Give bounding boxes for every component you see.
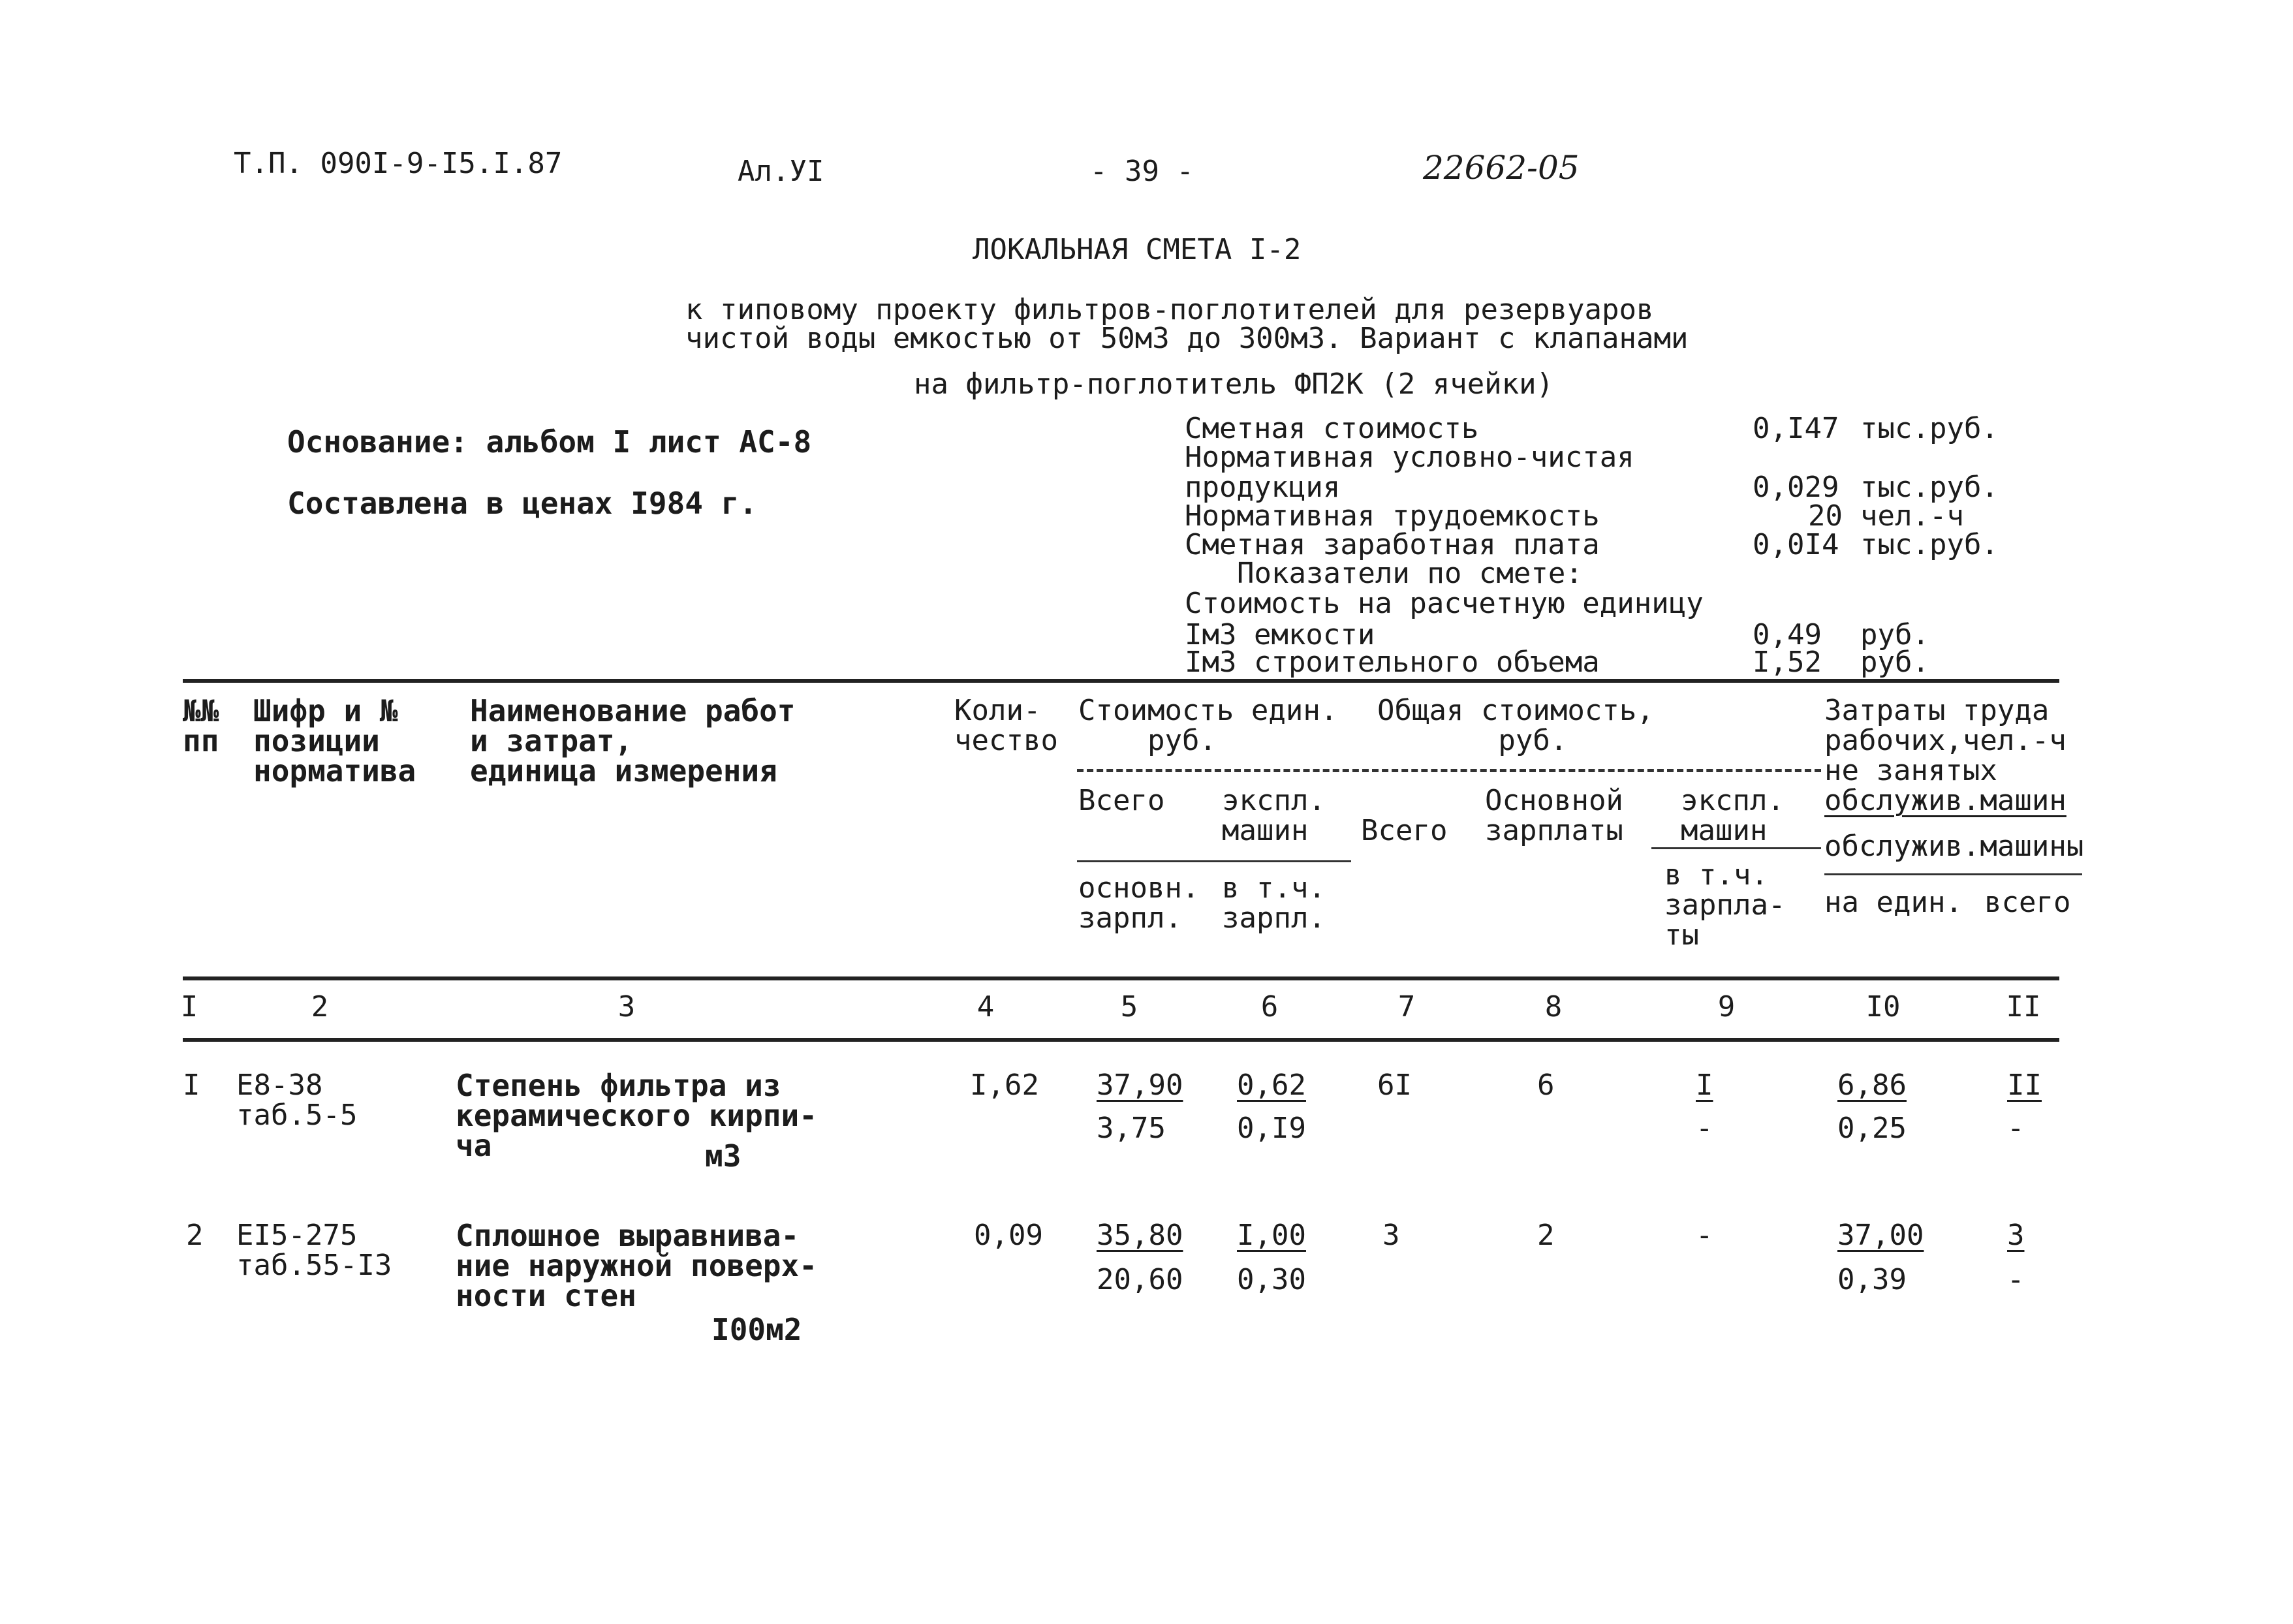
row2-qty: 0,09 xyxy=(974,1219,1043,1252)
summary-unit-cost-label: Стоимость на расчетную единицу xyxy=(1185,587,1704,620)
column-number: II xyxy=(2006,990,2041,1023)
column-number: 8 xyxy=(1544,990,1563,1023)
header-col-4: Коли- чество xyxy=(954,694,1058,757)
row2-uc-total: 35,80 xyxy=(1097,1219,1183,1252)
header-labor-sub2: обслужив.машины xyxy=(1824,830,2084,863)
row2-labor-unit-2: 0,39 xyxy=(1837,1263,1907,1296)
row2-unit: I00м2 xyxy=(711,1312,802,1347)
inventory-number: 22662-05 xyxy=(1423,149,1580,187)
summary-capacity-value: 0,49 xyxy=(1753,618,1822,651)
header-labor-all: всего xyxy=(1984,886,2071,919)
summary-capacity-unit: руб. xyxy=(1860,618,1929,651)
row2-no: 2 xyxy=(186,1219,204,1252)
row1-tc-wage: 6 xyxy=(1537,1069,1555,1102)
header-uc-wage: основн. зарпл. xyxy=(1078,871,1200,935)
title-line-2: чистой воды емкостью от 50м3 до 300м3. Вариант с клапанами xyxy=(685,322,1689,355)
header-tc-mach-rule xyxy=(1651,847,1821,849)
header-dashed-rule xyxy=(1077,769,1821,772)
row2-labor-total-2: - xyxy=(2007,1263,2025,1296)
row1-tc-total: 6I xyxy=(1377,1069,1412,1102)
header-tc-total: Всего xyxy=(1361,814,1448,847)
row2-tc-mach: - xyxy=(1696,1219,1713,1252)
summary-capacity-label: Iм3 емкости xyxy=(1185,618,1375,651)
summary-norm-unit: тыс.руб. xyxy=(1860,471,1999,504)
summary-cost-unit: тыс.руб. xyxy=(1860,412,1999,445)
summary-labor-label: Нормативная трудоемкость xyxy=(1185,499,1600,533)
album-label: Ал.УI xyxy=(738,155,824,188)
row1-uc-mach-wage: 0,I9 xyxy=(1237,1112,1306,1145)
header-col-3: Наименование работ и затрат, единица измерения xyxy=(470,693,796,789)
header-uc-incl: в т.ч. зарпл. xyxy=(1222,871,1326,935)
page-number: - 39 - xyxy=(1090,155,1194,188)
row1-tc-mach-wage: - xyxy=(1696,1112,1713,1145)
header-uc-total: Всего xyxy=(1078,784,1165,817)
summary-norm-value: 0,029 xyxy=(1753,471,1839,504)
header-unit-cost: Стоимость един. руб. xyxy=(1078,694,1338,757)
row2-uc-mach: I,00 xyxy=(1237,1219,1306,1252)
header-tc-mach: экспл. машин xyxy=(1681,784,1785,847)
summary-wage-label: Сметная заработная плата xyxy=(1185,528,1600,561)
row2-tc-wage: 2 xyxy=(1537,1219,1555,1252)
header-uc-rule xyxy=(1077,860,1351,862)
summary-volume-value: I,52 xyxy=(1753,646,1822,679)
header-labor-sub: обслужив.машин xyxy=(1824,784,2067,817)
row1-uc-wage: 3,75 xyxy=(1097,1112,1166,1145)
row1-labor-unit: 6,86 xyxy=(1837,1069,1907,1102)
colnum-top-rule xyxy=(183,976,2059,980)
row2-name: Сплошное выравнива- ние наружной поверх- ности стен xyxy=(456,1218,817,1313)
header-labor: Затраты труда рабочих,чел.-ч не занятых xyxy=(1824,694,2067,787)
column-number: I xyxy=(180,990,198,1023)
row1-labor-unit-2: 0,25 xyxy=(1837,1112,1907,1145)
summary-norm-label-1: Нормативная условно-чистая xyxy=(1185,441,1634,474)
header-col-1: №№ пп xyxy=(183,693,219,758)
basis-text: Основание: альбом I лист АС-8 xyxy=(287,424,812,460)
column-number: 2 xyxy=(311,990,329,1023)
column-number: 3 xyxy=(617,990,636,1023)
estimate-title: ЛОКАЛЬНАЯ СМЕТА I-2 xyxy=(973,233,1302,266)
summary-volume-unit: руб. xyxy=(1860,646,1929,679)
header-tc-wage: Основной зарплаты xyxy=(1485,784,1623,847)
row1-no: I xyxy=(183,1069,200,1102)
header-total-cost: Общая стоимость, руб. xyxy=(1377,694,1654,757)
row1-tc-mach: I xyxy=(1696,1069,1713,1102)
header-labor-per: на един. xyxy=(1824,886,1963,919)
summary-indicators-label: Показатели по смете: xyxy=(1237,557,1583,590)
summary-cost-value: 0,I47 xyxy=(1753,412,1839,445)
summary-wage-unit: тыс.руб. xyxy=(1860,528,1999,561)
summary-labor-value: 20 xyxy=(1808,499,1843,533)
prices-text: Составлена в ценах I984 г. xyxy=(287,486,758,521)
row2-labor-total: 3 xyxy=(2007,1219,2025,1252)
header-labor-rule xyxy=(1824,873,2082,875)
row1-labor-total: II xyxy=(2007,1069,2042,1102)
colnum-bottom-rule xyxy=(183,1038,2059,1042)
row2-code: ЕI5-275 таб.55-I3 xyxy=(236,1219,392,1282)
row1-unit: м3 xyxy=(705,1138,741,1174)
doc-code: Т.П. 090I-9-I5.I.87 xyxy=(234,147,563,180)
row2-uc-mach-wage: 0,30 xyxy=(1237,1263,1306,1296)
column-number: 9 xyxy=(1717,990,1736,1023)
row2-labor-unit: 37,00 xyxy=(1837,1219,1924,1252)
column-number: 5 xyxy=(1120,990,1138,1023)
row1-labor-total-2: - xyxy=(2007,1112,2025,1145)
row2-uc-wage: 20,60 xyxy=(1097,1263,1183,1296)
header-col-2: Шифр и № позиции норматива xyxy=(253,693,416,789)
header-tc-incl: в т.ч. зарпла- ты xyxy=(1664,858,1786,952)
summary-norm-label-2: продукция xyxy=(1185,471,1341,504)
summary-cost-label: Сметная стоимость xyxy=(1185,412,1479,445)
row1-uc-mach: 0,62 xyxy=(1237,1069,1306,1102)
column-number: 7 xyxy=(1397,990,1416,1023)
row1-uc-total: 37,90 xyxy=(1097,1069,1183,1102)
column-number: 6 xyxy=(1260,990,1279,1023)
column-number: 4 xyxy=(976,990,995,1023)
table-top-rule xyxy=(183,679,2059,683)
summary-volume-label: Iм3 строительного объема xyxy=(1185,646,1600,679)
row2-tc-total: 3 xyxy=(1382,1219,1400,1252)
summary-labor-unit: чел.-ч xyxy=(1860,499,1964,533)
header-uc-mach: экспл. машин xyxy=(1222,784,1326,847)
title-line-3: на фильтр-поглотитель ФП2К (2 ячейки) xyxy=(914,367,1554,401)
row1-qty: I,62 xyxy=(970,1069,1039,1102)
title-line-1: к типовому проекту фильтров-поглотителей для резервуаров xyxy=(685,293,1654,326)
row1-name: Степень фильтра из керамического кирпи- ча xyxy=(456,1068,817,1163)
row1-code: Е8-38 таб.5-5 xyxy=(236,1069,358,1132)
summary-wage-value: 0,0I4 xyxy=(1753,528,1839,561)
column-number: I0 xyxy=(1865,990,1901,1023)
